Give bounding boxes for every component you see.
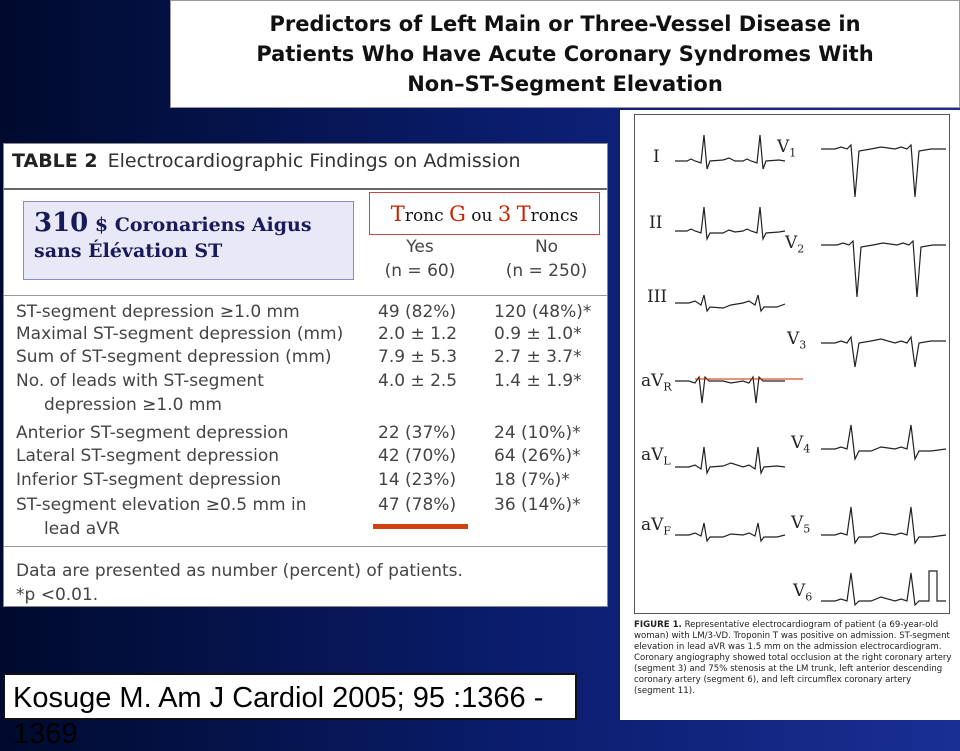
patients-count: 310 (34, 208, 89, 238)
ecg-trace-iii (675, 273, 785, 333)
lead-sub: 6 (805, 590, 813, 604)
table-cell-yes: 49 (82%) (378, 302, 457, 322)
column-no-name: No (534, 237, 559, 257)
tronc-letter-g: G (449, 202, 466, 226)
patients-note-line2: sans Élévation ST (34, 240, 223, 262)
column-yes-n: (n = 60) (384, 261, 456, 281)
lead-label-v2 (785, 233, 804, 255)
ecg-trace-i (675, 129, 785, 189)
slide-title (170, 0, 960, 108)
table-cell-no: 120 (48%)* (494, 302, 592, 322)
patients-note (23, 201, 354, 280)
table-row-label-continued: depression ≥1.0 mm (44, 395, 222, 415)
citation-text: Kosuge M. Am J Cardiol 2005; 95 :1366 - (13, 682, 544, 714)
lead-label-v3 (787, 329, 806, 351)
table-cell-no: 18 (7%)* (494, 470, 570, 490)
table-row-label: Maximal ST-segment depression (mm) (16, 324, 344, 344)
table-cell-no: 24 (10%)* (494, 423, 581, 443)
column-no-n: (n = 250) (505, 261, 588, 281)
lead-name: V (793, 581, 806, 601)
table-header-rule (4, 295, 607, 296)
lead-sub: F (663, 524, 672, 538)
ecg-trace-v4 (821, 415, 946, 495)
ecg-trace-avf (675, 503, 785, 563)
figure-caption (634, 620, 952, 697)
tronc-text-1: ronc (404, 206, 450, 226)
ecg-figure (620, 110, 960, 720)
column-header-no (489, 235, 604, 283)
table-footnote: Data are presented as number (percent) of patients. (16, 561, 463, 581)
title-line-2: Patients Who Have Acute Coronary Syndromes With (256, 42, 874, 66)
patients-note-rest: $ Coronariens Aigus (94, 214, 312, 236)
lead-name: V (777, 137, 790, 157)
citation-box (3, 673, 577, 750)
table-row-label: Sum of ST-segment depression (mm) (16, 347, 332, 367)
lead-name: V (785, 233, 798, 253)
table-row-label: Inferior ST-segment depression (16, 470, 282, 490)
table-row-label-continued: lead aVR (44, 519, 120, 539)
table-cell-yes: 14 (23%) (378, 470, 457, 490)
lead-name: V (791, 433, 804, 453)
ecg-trace-v5 (821, 499, 946, 569)
lead-sub: R (663, 380, 672, 394)
tronc-number-3: 3 (497, 202, 512, 226)
table-cell-no: 0.9 ± 1.0* (494, 324, 582, 344)
table-row-label: No. of leads with ST-segment (16, 371, 264, 391)
lead-label-avf (641, 515, 671, 537)
lead-label-avr (641, 371, 672, 393)
ecg-trace-ii (675, 199, 785, 259)
title-line-1: Predictors of Left Main or Three-Vessel Disease in (269, 12, 861, 36)
lead-name: aV (641, 515, 664, 535)
table-cell-yes: 47 (78%) (378, 495, 457, 515)
table-bottom-rule (4, 546, 607, 547)
lead-name: aV (641, 445, 664, 465)
ecg-trace-v2 (821, 223, 946, 303)
table-top-rule (4, 188, 607, 190)
patients-note-line1 (34, 210, 343, 238)
lead-label-avl (641, 445, 671, 467)
ecg-trace-v3 (821, 315, 946, 395)
lead-name: III (647, 287, 668, 307)
lead-label-v4 (791, 433, 810, 455)
lead-label-ii (649, 213, 662, 235)
tronc-letter-t2: T (516, 202, 531, 226)
table-cell-no: 64 (26%)* (494, 446, 581, 466)
table-cell-yes: 22 (37%) (378, 423, 457, 443)
lead-name: I (653, 147, 660, 167)
ecg-frame (634, 114, 950, 614)
ecg-trace-avr (675, 357, 805, 417)
lead-sub: 5 (803, 522, 811, 536)
lead-name: V (791, 513, 804, 533)
ecg-trace-v6 (821, 561, 946, 621)
lead-sub: 3 (799, 338, 807, 352)
column-header-yes (370, 235, 470, 283)
table-cell-yes: 2.0 ± 1.2 (378, 324, 458, 344)
tronc-note (369, 192, 600, 235)
highlight-underline (373, 524, 468, 529)
lead-label-v5 (791, 513, 810, 535)
table-footnote-significance: *p <0.01. (16, 585, 99, 605)
lead-label-i (653, 147, 660, 169)
lead-name: V (787, 329, 800, 349)
table-cell-yes: 4.0 ± 2.5 (378, 371, 458, 391)
table-cell-no: 2.7 ± 3.7* (494, 347, 582, 367)
lead-sub: 4 (803, 442, 811, 456)
table-row-label: ST-segment elevation ≥0.5 mm in (16, 495, 307, 515)
ecg-trace-avl (675, 433, 785, 493)
table-label: TABLE 2 (12, 150, 98, 172)
lead-sub: 1 (789, 146, 797, 160)
tronc-letter-t1: T (390, 202, 405, 226)
table-cell-no: 36 (14%)* (494, 495, 581, 515)
ecg-trace-v1 (821, 125, 946, 205)
lead-sub: L (663, 454, 671, 468)
lead-label-iii (647, 287, 667, 309)
tronc-text-2: roncs (530, 206, 579, 226)
table-cell-yes: 7.9 ± 5.3 (378, 347, 458, 367)
tronc-text-ou: ou (465, 206, 498, 226)
table-title (12, 150, 521, 172)
table-cell-yes: 42 (70%) (378, 446, 457, 466)
table-row-label: Lateral ST-segment depression (16, 446, 279, 466)
title-line-3: Non–ST-Segment Elevation (407, 72, 723, 96)
lead-label-v6 (793, 581, 812, 603)
table-cell-no: 1.4 ± 1.9* (494, 371, 582, 391)
lead-sub: 2 (797, 242, 805, 256)
figure-label: FIGURE 1. (634, 620, 682, 630)
table-row-label: ST-segment depression ≥1.0 mm (16, 302, 300, 322)
column-yes-name: Yes (406, 237, 434, 257)
lead-name: aV (641, 371, 664, 391)
citation-text-continued: 1369 (13, 718, 78, 750)
table-caption: Electrocardiographic Findings on Admission (107, 150, 521, 172)
figure-caption-text: Representative electrocardiogram of patient (a 69-year-old woman) with LM/3-VD. Troponin T was positive on admission. ST-segment elevation in lead aVR was 1.5 mm on the admission electrocardiogram. Coronary angiography showed total occlusion at the right coronary artery (segment 3) and 75% stenosis at the LM trunk, left anterior descending coronary artery (segment 6), and left circumflex coronary artery (segment 11). (634, 620, 952, 696)
table-row-label: Anterior ST-segment depression (16, 423, 289, 443)
lead-name: II (649, 213, 663, 233)
